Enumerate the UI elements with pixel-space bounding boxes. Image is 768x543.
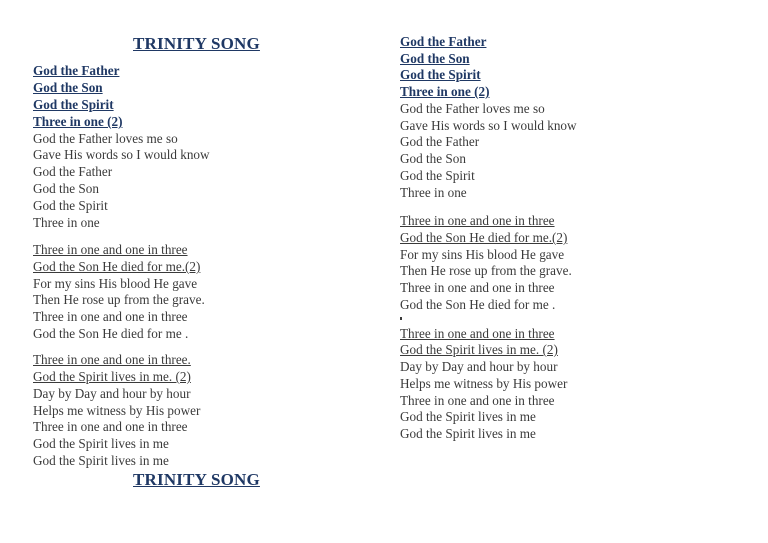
verse-heading: God the Son He died for me.(2) [33, 259, 201, 274]
verse-heading: Three in one and one in three. [33, 352, 191, 367]
verse-line: Three in one and one in three [33, 419, 188, 434]
verse-heading: Three in one and one in three [33, 242, 188, 257]
verse-line: Three in one [33, 215, 100, 230]
verse-line: God the Spirit [33, 198, 108, 213]
verse-line: God the Son [33, 181, 99, 196]
chorus-line: Three in one (2) [33, 114, 123, 129]
verse-line: Then He rose up from the grave. [33, 292, 205, 307]
verse-line: Helps me witness by His power [400, 376, 568, 391]
song-title-bottom: TRINITY SONG [133, 470, 260, 489]
song-title-top: TRINITY SONG [133, 34, 260, 53]
verse-line: Three in one and one in three [400, 393, 555, 408]
chorus-line: God the Father [400, 34, 487, 49]
verse-line: Day by Day and hour by hour [33, 386, 191, 401]
verse-heading: God the Spirit lives in me. (2) [33, 369, 191, 384]
verse-line: God the Father loves me so [33, 131, 178, 146]
verse-line: God the Spirit [400, 168, 475, 183]
verse-heading: God the Spirit lives in me. (2) [400, 342, 558, 357]
chorus-line: God the Spirit [33, 97, 114, 112]
chorus-line: God the Father [33, 63, 120, 78]
verse-line: Helps me witness by His power [33, 403, 201, 418]
verse-line: Gave His words so I would know [400, 118, 577, 133]
verse-line: Then He rose up from the grave. [400, 263, 572, 278]
stray-mark [400, 317, 402, 320]
verse-line: God the Spirit lives in me [400, 409, 536, 424]
chorus-line: God the Spirit [400, 67, 481, 82]
verse-line: God the Son He died for me . [400, 297, 556, 312]
verse-line: God the Spirit lives in me [400, 426, 536, 441]
verse-line: God the Father [33, 164, 113, 179]
verse-line: God the Son He died for me . [33, 326, 189, 341]
verse-line: For my sins His blood He gave [33, 276, 198, 291]
verse-heading: Three in one and one in three [400, 326, 555, 341]
verse-line: God the Spirit lives in me [33, 436, 169, 451]
verse-heading: God the Son He died for me.(2) [400, 230, 568, 245]
chorus-line: God the Son [33, 80, 103, 95]
verse-line: Three in one and one in three [400, 280, 555, 295]
verse-line: God the Son [400, 151, 466, 166]
verse-line: For my sins His blood He gave [400, 247, 565, 262]
verse-line: God the Father [400, 134, 480, 149]
verse-line: God the Spirit lives in me [33, 453, 169, 468]
verse-heading: Three in one and one in three [400, 213, 555, 228]
verse-line: Three in one and one in three [33, 309, 188, 324]
chorus-line: God the Son [400, 51, 470, 66]
verse-line: Three in one [400, 185, 467, 200]
verse-line: God the Father loves me so [400, 101, 545, 116]
verse-line: Gave His words so I would know [33, 147, 210, 162]
chorus-line: Three in one (2) [400, 84, 490, 99]
verse-line: Day by Day and hour by hour [400, 359, 558, 374]
